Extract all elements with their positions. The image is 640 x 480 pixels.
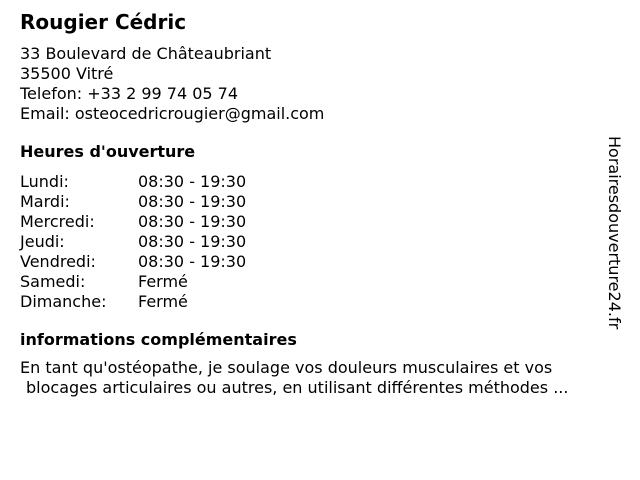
day-label: Mardi: [20, 192, 70, 211]
hours-heading: Heures d'ouverture [20, 142, 196, 161]
info-description [20, 358, 610, 398]
time-value: 08:30 - 19:30 [138, 252, 247, 271]
hours-row-sunday [20, 292, 610, 312]
day-label: Lundi: [20, 172, 69, 191]
hours-row-monday [20, 172, 610, 192]
day-label: Jeudi: [20, 232, 65, 251]
address-city: 35500 Vitré [20, 64, 114, 83]
business-card [20, 8, 610, 398]
time-value: 08:30 - 19:30 [138, 212, 247, 231]
day-label: Dimanche: [20, 292, 107, 311]
hours-row-wednesday [20, 212, 610, 232]
phone-number: Telefon: +33 2 99 74 05 74 [20, 84, 239, 103]
hours-row-saturday [20, 272, 610, 292]
time-value: Fermé [138, 272, 188, 291]
time-value: 08:30 - 19:30 [138, 172, 247, 191]
opening-hours-table [20, 172, 610, 312]
hours-row-friday [20, 252, 610, 272]
info-heading: informations complémentaires [20, 330, 297, 349]
time-value: 08:30 - 19:30 [138, 192, 247, 211]
address-street: 33 Boulevard de Châteaubriant [20, 44, 272, 63]
day-label: Samedi: [20, 272, 86, 291]
business-name: Rougier Cédric [20, 10, 187, 34]
contact-block [20, 44, 610, 124]
time-value: Fermé [138, 292, 188, 311]
time-value: 08:30 - 19:30 [138, 232, 247, 251]
site-watermark: Horairesdouverture24.fr [605, 136, 624, 330]
hours-row-tuesday [20, 192, 610, 212]
day-label: Mercredi: [20, 212, 95, 231]
description-line: blocages articulaires ou autres, en utilisant différentes méthodes ... [26, 378, 569, 397]
day-label: Vendredi: [20, 252, 96, 271]
hours-row-thursday [20, 232, 610, 252]
description-line: En tant qu'ostéopathe, je soulage vos douleurs musculaires et vos [20, 358, 553, 377]
email-address: Email: osteocedricrougier@gmail.com [20, 104, 325, 123]
